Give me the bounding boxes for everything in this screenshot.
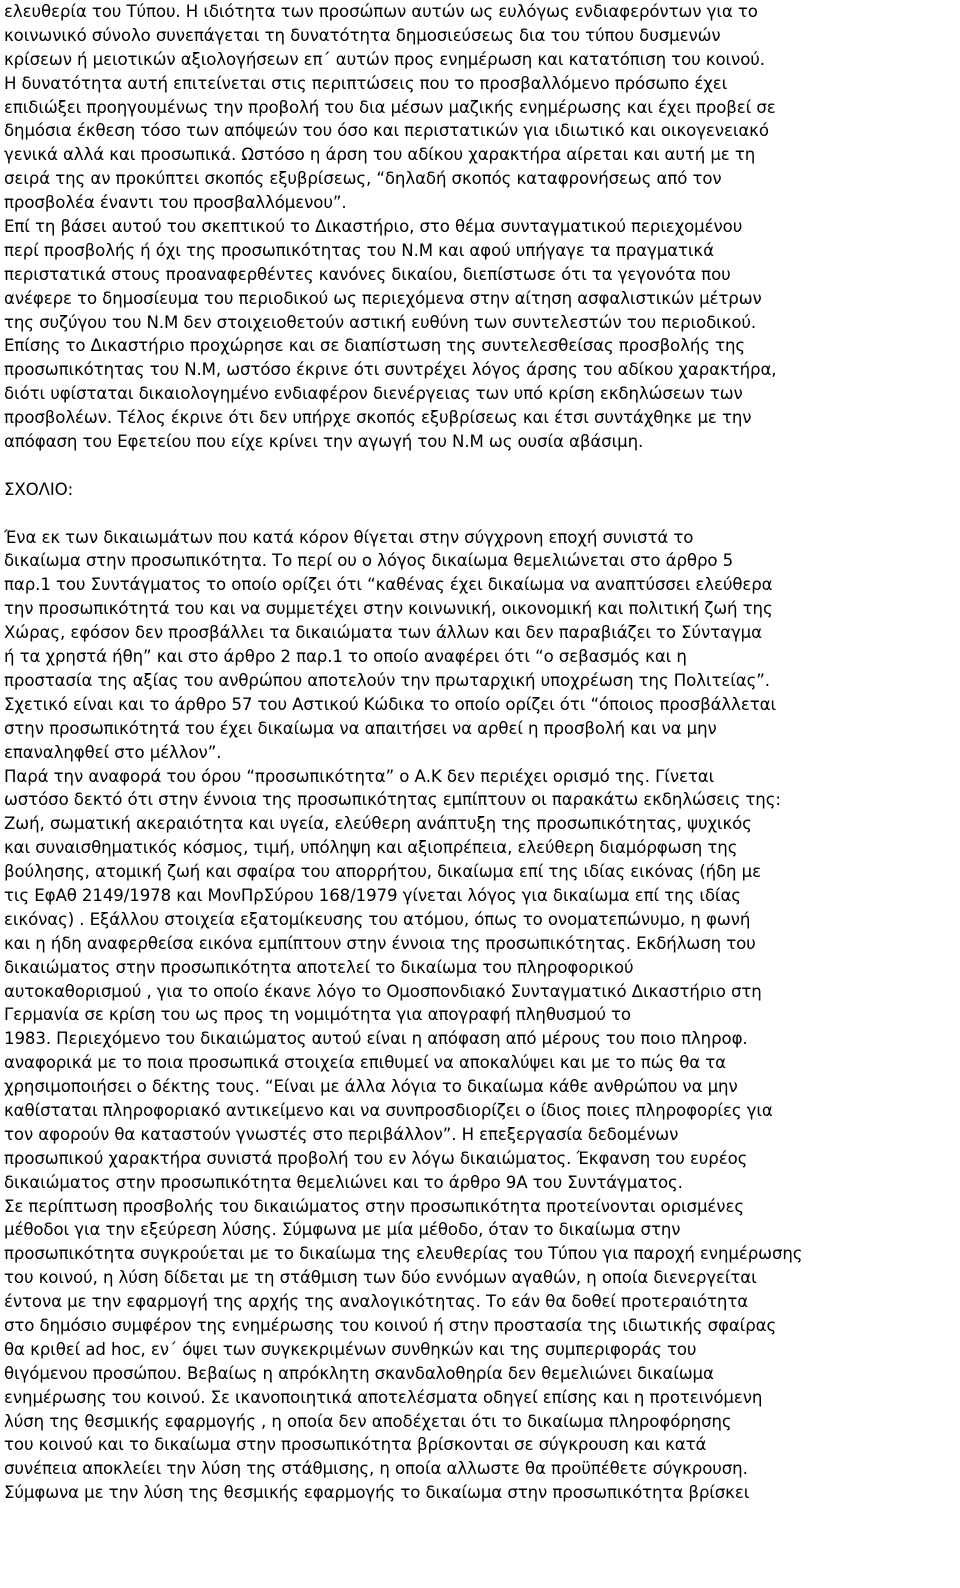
text-line: προσωπικότητα συγκρούεται με το δικαίωμα της ελευθερίας του Τύπου για παροχή ενημέρωσης bbox=[4, 1244, 803, 1264]
text-line: απόφαση του Εφετείου που είχε κρίνει την αγωγή του Ν.Μ ως ουσία αβάσιμη. bbox=[4, 432, 644, 452]
text-line: της συζύγου του Ν.Μ δεν στοιχειοθετούν αστική ευθύνη των συντελεστών του περιοδικού. bbox=[4, 312, 757, 332]
text-line: γενικά αλλά και προσωπικά. Ωστόσο η άρση του αδίκου χαρακτήρα αίρεται και αυτή με τη bbox=[4, 145, 756, 165]
text-line: δικαίωμα στην προσωπικότητα. Το περί ου ο λόγος δικαίωμα θεμελιώνεται στο άρθρο 5 bbox=[4, 551, 734, 571]
text-line: Ένα εκ των δικαιωμάτων που κατά κόρον θίγεται στην σύγχρονη εποχή συνιστά το bbox=[4, 527, 694, 547]
text-line: Χώρας, εφόσον δεν προσβάλλει τα δικαιώματα των άλλων και δεν παραβιάζει το Σύνταγμα bbox=[4, 623, 762, 643]
text-line: του κοινού, η λύση δίδεται με τη στάθμιση των δύο εννόμων αγαθών, η οποία διενεργείται bbox=[4, 1268, 757, 1288]
text-line: προσωπικότητας του Ν.Μ, ωστόσο έκρινε ότι συντρέχει λόγος άρσης του αδίκου χαρακτήρα, bbox=[4, 360, 777, 380]
text-line: έντονα με την εφαρμογή της αρχής της αναλογικότητας. Το εάν θα δοθεί προτεραιότητα bbox=[4, 1292, 749, 1312]
text-line: ελευθερία του Τύπου. Η ιδιότητα των προσώπων αυτών ως ευλόγως ενδιαφερόντων για το bbox=[4, 2, 758, 21]
text-line: στο δημόσιο συμφέρον της ενημέρωσης του κοινού ή στην προστασία της ιδιωτικής σφαίρας bbox=[4, 1315, 777, 1335]
text-line: τον αφορούν θα καταστούν γνωστές στο περιβάλλον”. Η επεξεργασία δεδομένων bbox=[4, 1124, 679, 1144]
text-line: προστασία της αξίας του ανθρώπου αποτελούν την πρωταρχική υποχρέωση της Πολιτείας”. bbox=[4, 670, 770, 690]
text-line: ανέφερε το δημοσίευμα του περιοδικού ως περιεχόμενα στην αίτηση ασφαλιστικών μέτρων bbox=[4, 288, 762, 308]
spacer bbox=[4, 454, 954, 478]
text-line: επαναληφθεί στο μέλλον”. bbox=[4, 742, 222, 762]
text-line: ή τα χρηστά ήθη” και στο άρθρο 2 παρ.1 το οποίο αναφέρει ότι “ο σεβασμός και η bbox=[4, 647, 687, 667]
text-line: τις ΕφΑθ 2149/1978 και ΜονΠρΣύρου 168/1979 γίνεται λόγος για δικαίωμα επί της ιδίας bbox=[4, 885, 741, 905]
text-line: και συναισθηματικός κόσμος, τιμή, υπόληψη και αξιοπρέπεια, ελεύθερη διαμόρφωση της bbox=[4, 838, 738, 858]
text-line: την προσωπικότητά του και να συμμετέχει στην κοινωνική, οικονομική και πολιτική ζωή της bbox=[4, 599, 773, 619]
text-line: του κοινού και το δικαίωμα στην προσωπικότητα βρίσκονται σε σύγκρουση και κατά bbox=[4, 1435, 707, 1455]
text-line: Σχετικό είναι και το άρθρο 57 του Αστικού Κώδικα το οποίο ορίζει ότι “όποιος προσβάλλεται bbox=[4, 694, 776, 714]
text-line: χρησιμοποιήσει ο δέκτης τους. “Είναι με άλλα λόγια το δικαίωμα κάθε ανθρώπου να μην bbox=[4, 1077, 738, 1097]
text-line: μέθοδοι για την εξεύρεση λύσης. Σύμφωνα με μία μέθοδο, όταν το δικαίωμα στην bbox=[4, 1220, 681, 1240]
text-line: ενημέρωσης του κοινού. Σε ικανοποιητικά αποτελέσματα οδηγεί επίσης και η προτεινόμενη bbox=[4, 1387, 763, 1407]
text-line: καθίσταται πληροφοριακό αντικείμενο και να συνπροσδιορίζει ο ίδιος ποιες πληροφορίες για bbox=[4, 1100, 773, 1120]
text-line: σειρά της αν προκύπτει σκοπός εξυβρίσεως, “δηλαδή σκοπός καταφρονήσεως από τον bbox=[4, 169, 722, 189]
section-heading: ΣΧΟΛΙΟ: bbox=[4, 479, 74, 499]
text-line: ωστόσο δεκτό ότι στην έννοια της προσωπικότητας εμπίπτουν οι παρακάτω εκδηλώσεις της: bbox=[4, 790, 781, 810]
spacer bbox=[4, 502, 954, 526]
text-line: προσβολέα έναντι του προσβαλλόμενου”. bbox=[4, 193, 347, 213]
text-line: Επίσης το Δικαστήριο προχώρησε και σε διαπίστωση της συντελεσθείσας προσβολής της bbox=[4, 336, 746, 356]
text-line: 1983. Περιεχόμενο του δικαιώματος αυτού είναι η απόφαση από μέρους του ποιο πληροφ. bbox=[4, 1029, 748, 1049]
text-line: δικαιώματος στην προσωπικότητα αποτελεί το δικαίωμα του πληροφορικού bbox=[4, 957, 634, 977]
text-line: θα κριθεί ad hoc, εν΄ όψει των συγκεκριμένων συνθηκών και της συμπεριφοράς του bbox=[4, 1339, 697, 1359]
text-line: δικαιώματος στην προσωπικότητα θεμελιώνει και το άρθρο 9Α του Συντάγματος. bbox=[4, 1172, 683, 1192]
text-line: στην προσωπικότητά του έχει δικαίωμα να απαιτήσει να αρθεί η προσβολή και να μην bbox=[4, 718, 717, 738]
text-line: Γερμανία σε κρίση του ως προς τη νομιμότητα για απογραφή πληθυσμού το bbox=[4, 1005, 631, 1025]
text-line: προσβολέων. Τέλος έκρινε ότι δεν υπήρχε σκοπός εξυβρίσεως και έτσι συντάχθηκε με την bbox=[4, 408, 752, 428]
text-line: βούλησης, ατομική ζωή και σφαίρα του απορρήτου, δικαίωμα επί της ιδίας εικόνας (ήδη με bbox=[4, 862, 761, 882]
document-page bbox=[4, 0, 954, 1505]
text-line: Επί τη βάσει αυτού του σκεπτικού το Δικαστήριο, στο θέμα συνταγματικού περιεχομένου bbox=[4, 217, 743, 237]
text-line: Σύμφωνα με την λύση της θεσμικής εφαρμογής το δικαίωμα στην προσωπικότητα βρίσκει bbox=[4, 1483, 750, 1503]
text-line: και η ήδη αναφερθείσα εικόνα εμπίπτουν στην έννοια της προσωπικότητας. Εκδήλωση του bbox=[4, 933, 756, 953]
text-line: Η δυνατότητα αυτή επιτείνεται στις περιπτώσεις που το προσβαλλόμενο πρόσωπο έχει bbox=[4, 73, 728, 93]
text-line: αυτοκαθορισμού , για το οποίο έκανε λόγο το Ομοσπονδιακό Συνταγματικό Δικαστήριο στη bbox=[4, 981, 762, 1001]
text-line: Παρά την αναφορά του όρου “προσωπικότητα” ο Α.Κ δεν περιέχει ορισμό της. Γίνεται bbox=[4, 766, 715, 786]
text-line: παρ.1 του Συντάγματος το οποίο ορίζει ότι “καθένας έχει δικαίωμα να αναπτύσσει ελεύθερα bbox=[4, 575, 773, 595]
text-line: δημόσια έκθεση τόσο των απόψεών του όσο και περιστατικών για ιδιωτικό και οικογενειακό bbox=[4, 121, 769, 141]
text-line: κρίσεων ή μειοτικών αξιολογήσεων επ΄ αυτών προς ενημέρωση και κατατόπιση του κοινού. bbox=[4, 49, 765, 69]
paragraph-comment bbox=[4, 526, 954, 1506]
text-line: περί προσβολής ή όχι της προσωπικότητας του Ν.Μ και αφού υπήγαγε τα πραγματικά bbox=[4, 240, 714, 260]
text-line: Ζωή, σωματική ακεραιότητα και υγεία, ελεύθερη ανάπτυξη της προσωπικότητας, ψυχικός bbox=[4, 814, 752, 834]
text-line: προσωπικού χαρακτήρα συνιστά προβολή του εν λόγω δικαιώματος. Έκφανση του ευρέος bbox=[4, 1148, 748, 1168]
text-line: διότι υφίσταται δικαιολογημένο ενδιαφέρον διενέργειας των υπό κρίση εκδηλώσεων των bbox=[4, 384, 743, 404]
text-line: εικόνας) . Εξάλλου στοιχεία εξατομίκευσης του ατόμου, όπως το ονοματεπώνυμο, η φωνή bbox=[4, 909, 751, 929]
text-line: κοινωνικό σύνολο συνεπάγεται τη δυνατότητα δημοσιεύσεως δια του τύπου δυσμενών bbox=[4, 25, 721, 45]
text-line: θιγόμενου προσώπου. Βεβαίως η απρόκλητη σκανδαλοθηρία δεν θεμελιώνει δικαίωμα bbox=[4, 1363, 714, 1383]
text-line: λύση της θεσμικής εφαρμογής , η οποία δεν αποδέχεται ότι το δικαίωμα πληροφόρησης bbox=[4, 1411, 732, 1431]
text-line: αναφορικά με το ποια προσωπικά στοιχεία επιθυμεί να αποκαλύψει και με το πώς θα τα bbox=[4, 1053, 726, 1073]
text-line: Σε περίπτωση προσβολής του δικαιώματος στην προσωπικότητα προτείνονται ορισμένες bbox=[4, 1196, 744, 1216]
text-line: περιστατικά στους προαναφερθέντες κανόνες δικαίου, διεπίστωσε ότι τα γεγονότα που bbox=[4, 264, 731, 284]
text-line: συνέπεια αποκλείει την λύση της στάθμισης, η οποία αλλωστε θα προϋπέθετε σύγκρουση. bbox=[4, 1459, 748, 1479]
text-line: επιδιώξει προηγουμένως την προβολή του δια μέσων μαζικής ενημέρωσης και έχει προβεί σε bbox=[4, 97, 776, 117]
paragraph-court-reasoning bbox=[4, 0, 954, 454]
